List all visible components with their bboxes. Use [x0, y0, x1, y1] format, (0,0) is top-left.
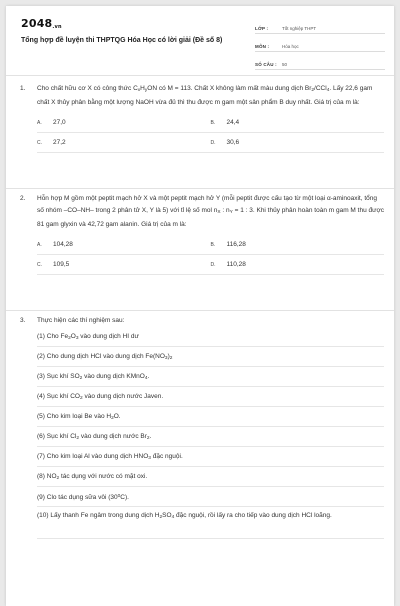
experiment-item: (3) Sục khí $SO_2$ vào dung dịch KMnO$_4$.: [37, 367, 384, 387]
option-c[interactable]: C. 109,5: [37, 255, 211, 275]
experiment-item: (9) Clo tác dụng sữa vôi $(30^0C)$.: [37, 487, 384, 507]
question-text: Cho chất hữu cơ X có công thức $C_xH_yON$ có M = 113. Chất X không làm mất màu dung dịch $Br_2/CCl_4$. Lấy 22,6 gam chất X thủy phân bằng một lượng NaOH vừa đủ thì thu được m gam một sản phẩm B duy nhất. Giá trị của m là:: [37, 85, 373, 106]
question-text: Hỗn hợp M gồm một peptit mạch hở X và một peptit mạch hở Y (mỗi peptit được cấu tạo từ một loại α-aminoaxit, tổng số nhóm –CO–NH– trong 2 phân tử X, Y là 5) với tỉ lệ số mol $n_X$ : $n_Y = 1$ : 3. Khi thủy phân hoàn toàn m gam M thu được 81 gam glyxin và 42,72 gam alanin. Giá trị của m là:: [37, 195, 384, 228]
document-meta: [255, 19, 385, 73]
question-2: [20, 193, 384, 275]
experiment-item: (5) Cho kim loại Be vào $H_2O$.: [37, 407, 384, 427]
meta-row-count: [255, 55, 385, 70]
option-d[interactable]: D. 110,28: [211, 255, 385, 275]
answer-options: [37, 113, 384, 153]
option-a[interactable]: A. 104,28: [37, 235, 211, 255]
experiment-item: (4) Sục khí $CO_2$ vào dung dịch nước Javen.: [37, 387, 384, 407]
experiment-item: (10) Lấy thanh Fe ngâm trong dung dịch $H_2SO_4$ đặc nguội, rồi lấy ra cho tiếp vào dung dịch HCl loãng.: [37, 507, 384, 539]
meta-row-subject: [255, 37, 385, 52]
experiment-item: (1) Cho $Fe_2O_3$ vào dung dịch HI dư: [37, 327, 384, 347]
meta-row-class: [255, 19, 385, 34]
exam-page: [6, 6, 394, 606]
question-number: 3.: [20, 317, 26, 324]
experiment-item: (8) $NO_2$ tác dụng với nước có mặt oxi.: [37, 467, 384, 487]
site-logo[interactable]: $2048_{.vn}$: [21, 17, 62, 30]
meta-value: 50: [282, 62, 288, 67]
answer-options: [37, 235, 384, 275]
experiment-item: (6) Sục khí $Cl_2$ vào dung dịch nước $Br_2$.: [37, 427, 384, 447]
question-number: 1.: [20, 85, 26, 92]
meta-value: Tốt nghiệp THPT: [282, 26, 317, 31]
option-b[interactable]: B. 116,28: [211, 235, 385, 255]
experiment-item: (7) Cho kim loại Al vào dung dịch $HNO_3$ đặc nguội.: [37, 447, 384, 467]
option-d[interactable]: D. 30,6: [211, 133, 385, 153]
question-divider: [6, 188, 394, 189]
option-c[interactable]: C. 27,2: [37, 133, 211, 153]
document-title: Tổng hợp đề luyện thi THPTQG Hóa Học có lời giải (Đề số 8): [21, 37, 223, 44]
meta-label: MÔN :: [255, 44, 270, 49]
question-1: [20, 83, 384, 153]
experiment-item: (2) Cho dung dịch HCl vào dung dịch $Fe(NO_3)_2$: [37, 347, 384, 367]
meta-label: LỚP :: [255, 26, 269, 31]
option-a[interactable]: A. 27,0: [37, 113, 211, 133]
option-b[interactable]: B. 24,4: [211, 113, 385, 133]
question-number: 2.: [20, 195, 26, 202]
question-text: Thực hiện các thí nghiệm sau:: [37, 317, 125, 324]
question-divider: [6, 310, 394, 311]
meta-label: SỐ CÂU :: [255, 62, 277, 67]
question-3: [20, 315, 384, 539]
header-divider: [6, 75, 394, 76]
experiment-list: [37, 327, 384, 539]
meta-value: Hóa học: [282, 44, 299, 49]
